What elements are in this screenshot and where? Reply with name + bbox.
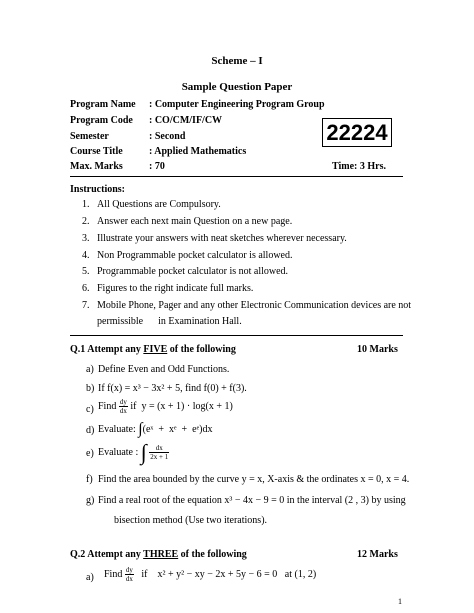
- q1f-text: Find the area bounded by the curve y = x, X-axis & the ordinates x = 0, x = 4.: [98, 474, 410, 485]
- q1d-label: d): [86, 425, 95, 436]
- instruction-number: 6.: [82, 283, 90, 294]
- info-label-program-name: Program Name: [70, 99, 136, 110]
- fraction-numerator: dx: [149, 444, 169, 453]
- fraction-denominator: dx: [125, 575, 133, 584]
- q1-suffix: of the following: [167, 344, 236, 355]
- info-label-course-title: Course Title: [70, 146, 123, 157]
- q1c-text: [98, 397, 233, 417]
- paper-title: Sample Question Paper: [181, 81, 293, 93]
- q1d-pre: Evaluate:: [98, 424, 139, 435]
- q1d-text: [98, 421, 213, 439]
- instruction-number: 1.: [82, 199, 90, 210]
- q1g-text: Find a real root of the equation x³ − 4x − 9 = 0 in the interval (2 , 3) by using: [98, 495, 406, 506]
- instructions-divider: [70, 335, 403, 336]
- q1a-label: a): [86, 364, 94, 375]
- q1g-label: g): [86, 495, 95, 506]
- q1-count: FIVE: [143, 344, 168, 355]
- q1f-label: f): [86, 474, 93, 485]
- q1g-text-continued: bisection method (Use two iterations).: [114, 515, 268, 526]
- instruction-number: 4.: [82, 250, 90, 261]
- instruction-text: Non Programmable pocket calculator is allowed.: [97, 250, 293, 261]
- instruction-number: 2.: [82, 216, 90, 227]
- fraction-numerator: dy: [125, 566, 133, 575]
- q1e-label: e): [86, 448, 94, 459]
- page-number: 1: [398, 597, 402, 606]
- instruction-number: 7.: [82, 300, 90, 311]
- q2a-post: if x² + y² − xy − 2x + 5y − 6 = 0 at (1, 2): [133, 569, 317, 580]
- q2a-text: [104, 565, 316, 585]
- q1c-label: c): [86, 404, 94, 415]
- integral-sign-icon: ∫: [140, 439, 147, 465]
- instructions-heading: Instructions:: [70, 184, 126, 195]
- info-value-program-name: : Computer Engineering Program Group: [149, 99, 325, 110]
- fraction-denominator: dx: [119, 407, 127, 416]
- q2-marks: 12 Marks: [357, 549, 398, 560]
- instruction-text: Answer each next main Question on a new page.: [97, 216, 293, 227]
- q1a-text: Define Even and Odd Functions.: [98, 364, 230, 375]
- header-divider: [70, 176, 403, 177]
- q1b-label: b): [86, 383, 95, 394]
- instruction-text: Programmable pocket calculator is not allowed.: [97, 266, 289, 277]
- q2-prefix: Q.2 Attempt any: [70, 549, 144, 560]
- q2a-pre: Find: [104, 569, 125, 580]
- info-value-program-code: : CO/CM/IF/CW: [149, 115, 223, 126]
- info-value-course-title: : Applied Mathematics: [149, 146, 247, 157]
- instruction-number: 3.: [82, 233, 90, 244]
- fraction-numerator: dy: [119, 398, 127, 407]
- info-label-max-marks: Max. Marks: [70, 161, 123, 172]
- instruction-text: Illustrate your answers with neat sketches wherever necessary.: [97, 233, 347, 244]
- info-label-semester: Semester: [70, 131, 109, 142]
- course-code-box: 22224: [322, 118, 392, 147]
- q2-heading: [70, 549, 247, 560]
- q1d-post: (eˣ + xᵉ + eᵉ)dx: [142, 424, 213, 435]
- integral-sign-icon: ∫: [138, 420, 143, 438]
- q2-suffix: of the following: [178, 549, 247, 560]
- fraction-denominator: 2x + 1: [150, 453, 169, 462]
- instruction-text-continued: permissible in Examination Hall.: [97, 316, 242, 327]
- exam-time: Time: 3 Hrs.: [332, 161, 386, 172]
- instruction-number: 5.: [82, 266, 90, 277]
- instruction-text: All Questions are Compulsory.: [97, 199, 221, 210]
- q1b-text: If f(x) = x³ − 3x² + 5, find f(0) + f(3).: [98, 383, 247, 394]
- info-value-semester: : Second: [149, 131, 186, 142]
- q1-heading: [70, 344, 236, 355]
- q1c-pre: Find: [98, 401, 119, 412]
- q1-marks: 10 Marks: [357, 344, 398, 355]
- q1e-text: [98, 438, 169, 468]
- info-label-program-code: Program Code: [70, 115, 133, 126]
- q2a-label: a): [86, 572, 94, 583]
- integrand-fraction: [149, 444, 169, 461]
- instruction-text: Mobile Phone, Pager and any other Electronic Communication devices are not: [97, 300, 412, 311]
- q2-count: THREE: [143, 549, 179, 560]
- q1-prefix: Q.1 Attempt any: [70, 344, 144, 355]
- derivative-fraction: [119, 398, 128, 415]
- scheme-heading: Scheme – I: [211, 55, 263, 67]
- info-value-max-marks: : 70: [149, 161, 165, 172]
- instruction-text: Figures to the right indicate full marks.: [97, 283, 254, 294]
- derivative-fraction: [125, 566, 134, 583]
- q1c-post: if y = (x + 1) · log(x + 1): [127, 401, 233, 412]
- q1e-pre: Evaluate :: [98, 447, 141, 458]
